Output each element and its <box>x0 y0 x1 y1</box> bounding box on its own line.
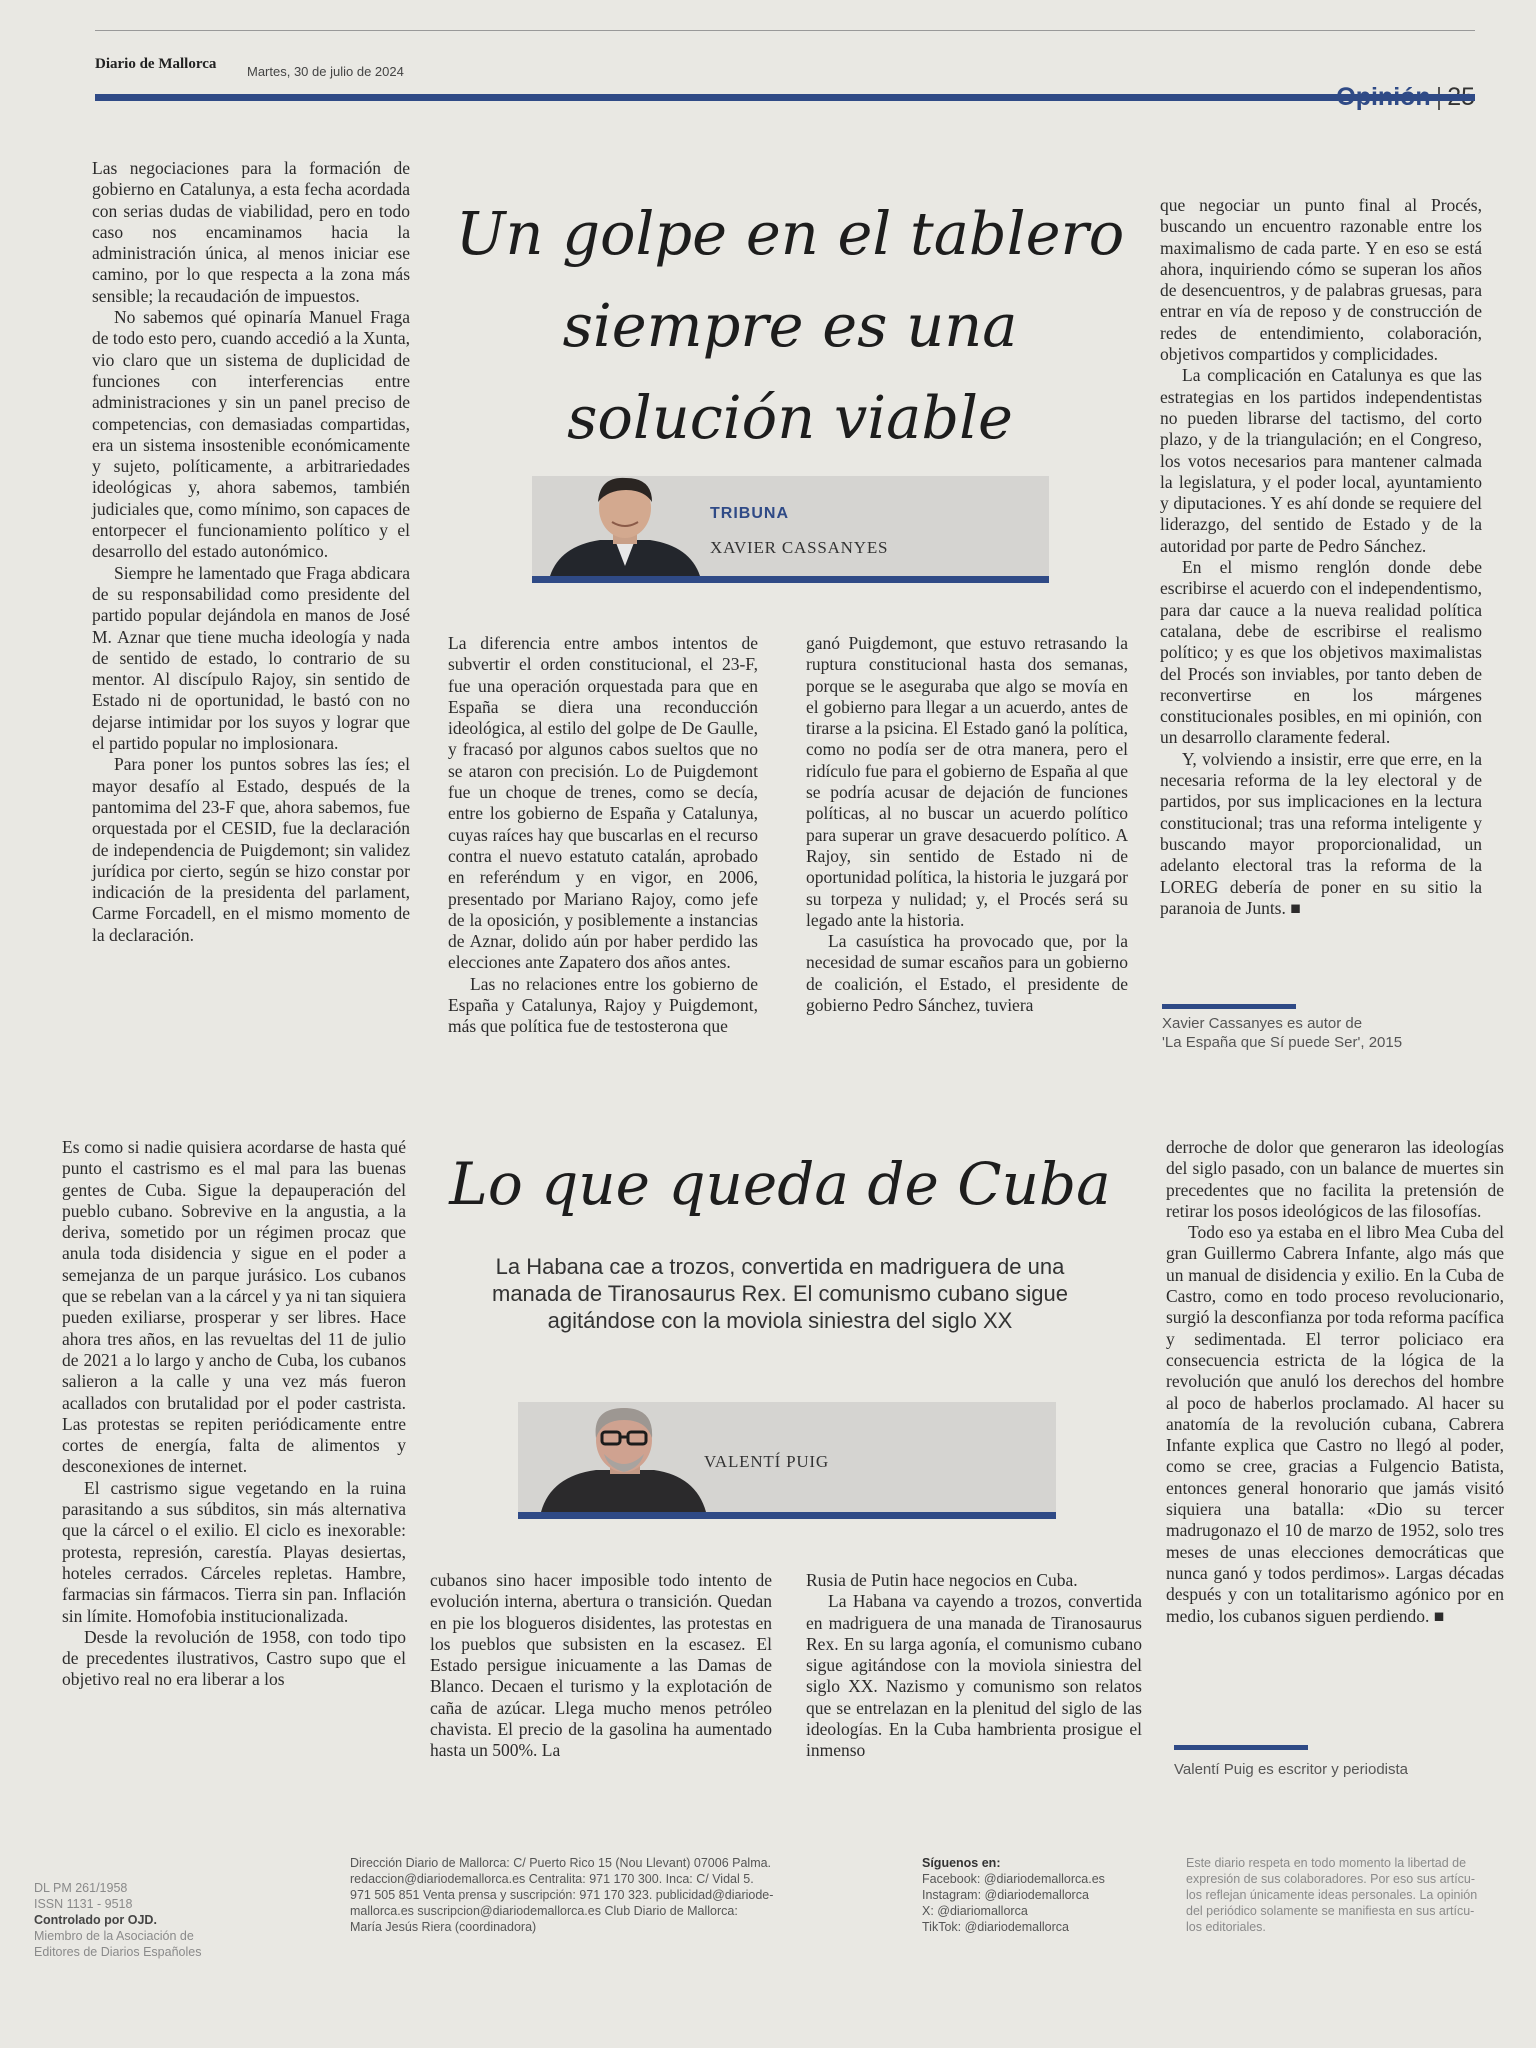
contact-line: mallorca.es suscripcion@diariodemallorca.es Club Diario de Mallorca: <box>350 1904 738 1918</box>
social-instagram: Instagram: @diariodemallorca <box>922 1888 1089 1902</box>
article-paragraph: derroche de dolor que generaron las ideologías del siglo pasado, con un balance de muertes sin precedentes que no facilita la pretensión de retirar los posos ideológicos de las filosofías. <box>1166 1137 1504 1221</box>
social-tiktok: TikTok: @diariodemallorca <box>922 1920 1069 1934</box>
logo-text: Diario de Mallorca <box>95 56 217 72</box>
article-paragraph: Desde la revolución de 1958, con todo tipo de precedentes ilustrativos, Castro supo que el objetivo real no era liberar a los <box>62 1626 406 1690</box>
footer-legal <box>34 1880 274 1960</box>
article-paragraph: En el mismo renglón donde debe escribirse el acuerdo con el independentismo, para dar cauce a la nueva realidad política catalana, debe de escribirse el realismo político; y es que los objetivos maximalistas del Procés son inviables, por tanto deben de reconvertirse en los márgenes constitucionales posibles, en mi opinión, con un desarrollo claramente federal. <box>1160 557 1482 748</box>
article2-subhead <box>430 1253 1130 1334</box>
legal-line: Editores de Diarios Españoles <box>34 1945 202 1959</box>
article2-column-far-right <box>1166 1137 1504 1627</box>
article1-byline <box>532 476 1049 576</box>
article-paragraph: La diferencia entre ambos intentos de subvertir el orden constitucional, el 23-F, fue una operación orquestada para que en España se diera una reconducción ideológica, al estilo del golpe de De Gaulle, y fracasó por algunos cabos sueltos que no se ataron con precisión. Lo de Puigdemont fue un choque de trenes, como se decía, entre los gobierno de España y Catalunya, cuyas raíces hay que buscarlas en el recurso contra el nuevo estatuto catalán, aprobado en referéndum y en vigor, en 2006, presentado por Mariano Rajoy, como jefe de la oposición, y posiblemente a instancias de Aznar, dolido aún por haber perdido las elecciones ante Zapatero dos años antes. <box>448 633 758 973</box>
article-paragraph: Todo eso ya estaba en el libro Mea Cuba del gran Guillermo Cabrera Infante, algo más que un manual de disidencia y exilio. En la Cuba de Castro, como en todo proceso revolucionario, surgió la desconfianza por toda reforma pacífica y sedimentada. El terror policiaco era consecuencia estricta de la lógica de la revolución que anuló los derechos del hombre al poco de haberlos proclamado. Al hacer su anatomía de la revolución cubana, Cabrera Infante explica que Castro no llegó al poder, como se cree, gracias a Fulgencio Batista, entonces general honorario que jamás visitó siquiera una batalla: «Dio su tercer madrugonazo el 10 de marzo de 1952, solo tres meses de unas elecciones democráticas que nunca ganó y todos perdimos». Largas décadas después y con un totalitarismo agónico por en medio, los cubanos siguen perdiendo. ■ <box>1166 1222 1504 1626</box>
article1-bio-rule <box>1162 1004 1296 1009</box>
headline-line: solución viable <box>567 383 1013 452</box>
article-paragraph: cubanos sino hacer imposible todo intento de evolución interna, abertura o transición. Quedan en pie los blogueros disidentes, las protestas en los pueblos que subsisten en la escasez. El Estado persigue inicuamente a las Damas de Blanco. Decaen el turismo y la explotación de caña de azúcar. Llega mucho menos petróleo chavista. El precio de la gasolina ha aumentado hasta un 500%. La <box>430 1570 772 1761</box>
disclaimer-line: Este diario respeta en todo momento la libertad de <box>1186 1856 1467 1870</box>
article2-column-left <box>62 1137 406 1691</box>
subhead-line: La Habana cae a trozos, convertida en madriguera de una <box>495 1254 1065 1279</box>
legal-line: Controlado por OJD. <box>34 1913 157 1927</box>
author-photo <box>540 476 710 576</box>
legal-line: ISSN 1131 - 9518 <box>34 1897 133 1911</box>
article-paragraph: No sabemos qué opinaría Manuel Fraga de todo esto pero, cuando accedió a la Xunta, vio claro que un sistema de duplicidad de funciones con interferencias entre administraciones y sin un panel preciso de competencias, con demasiadas compartidas, era un sistema insostenible económicamente y sujeto, políticamente, a arbitrariedades ideológicas y, ahora sabemos, también judiciales que, como mínimo, son capaces de entorpecer el funcionamiento político y el desarrollo del estado autonómico. <box>92 307 410 562</box>
article1-kicker: TRIBUNA <box>710 505 789 522</box>
header-blue-rule <box>95 94 1475 101</box>
disclaimer-line: los editoriales. <box>1186 1920 1266 1934</box>
disclaimer-line: del periódico solamente se manifiesta en sus artícu- <box>1186 1904 1475 1918</box>
disclaimer-line: expresión de sus colaboradores. Por eso sus artícu- <box>1186 1872 1476 1886</box>
article2-column-middle <box>430 1570 772 1762</box>
article-paragraph: La complicación en Catalunya es que las estrategias en los partidos independentistas no pueden librarse del tactismo, del corto plazo, y de la triangulación; en el Congreso, los votos necesarios para mantener calmada la legislatura, y el poder local, ayuntamiento y diputaciones. Y es ahí donde se requiere del liderazgo, del sentido de Estado y de la autoridad por parte de Pedro Sánchez. <box>1160 365 1482 556</box>
article1-author-bio <box>1162 1014 1482 1052</box>
contact-line: redaccion@diariodemallorca.es Centralita: 971 170 300. Inca: C/ Vidal 5. <box>350 1872 754 1886</box>
subhead-line: agitándose con la moviola siniestra del siglo XX <box>547 1308 1013 1333</box>
article-paragraph: El castrismo sigue vegetando en la ruina parasitando a sus súbditos, sin más alternativa que la cárcel o el exilio. El ciclo es inexorable: protesta, represión, carestía. Playas desiertas, hoteles cerrados. Cárceles repletas. Hambre, farmacias sin fármacos. Tierra sin pan. Inflación sin límite. Homofobia institucionalizada. <box>62 1477 406 1626</box>
byline-rule <box>518 1512 1056 1519</box>
article-paragraph: La casuística ha provocado que, por la necesidad de sumar escaños para un gobierno de coalición, el Estado, el presidente de gobierno Pedro Sánchez, tuviera <box>806 931 1128 1016</box>
article-paragraph: Siempre he lamentado que Fraga abdicara de su responsabilidad como presidente del partido popular dejándola en manos de José M. Aznar que tiene mucha ideología y nada de sentido de estado, lo contrario de su mentor. Al discípulo Rajoy, sin sentido de Estado ni de oportunidad, le bastó con no dejarse intimidar por los suyos y lograr que el partido popular no implosionara. <box>92 562 410 754</box>
social-x: X: @diariomallorca <box>922 1904 1028 1918</box>
subhead-line: manada de Tiranosaurus Rex. El comunismo cubano sigue <box>492 1281 1068 1306</box>
legal-line: DL PM 261/1958 <box>34 1881 128 1895</box>
footer-disclaimer <box>1186 1855 1516 1935</box>
legal-line: Miembro de la Asociación de <box>34 1929 194 1943</box>
newspaper-logo <box>95 56 216 73</box>
contact-line: María Jesús Riera (coordinadora) <box>350 1920 537 1934</box>
article-paragraph: Y, volviendo a insistir, erre que erre, en la necesaria reforma de la ley electoral y de partidos, por sus implicaciones en la lectura constitucional; tras una reforma inteligente y buscando mayor proporcionalidad, un adelanto electoral tras la reforma de la LOREG debería de poner en su sitio la paranoia de Junts. ■ <box>1160 748 1482 918</box>
bio-line: 'La España que Sí puede Ser', 2015 <box>1162 1034 1403 1051</box>
article2-author: VALENTÍ PUIG <box>704 1452 829 1471</box>
bio-line: Xavier Cassanyes es autor de <box>1162 1015 1363 1032</box>
social-facebook: Facebook: @diariodemallorca.es <box>922 1872 1105 1886</box>
article-paragraph: ganó Puigdemont, que estuvo retrasando la ruptura constitucional hasta dos semanas, porque se le aseguraba que algo se movía en el gobierno para llegar a un acuerdo, antes de tirarse a la psicina. El Estado ganó la política, como no podía ser de otra manera, pero el ridículo fue para el gobierno de España al que se podría acusar de dejación de funciones políticas, al no buscar un acuerdo político para superar un grave desacuerdo político. A Rajoy, sin sentido de Estado ni de oportunidad política, la historia le juzgará por su torpeza y nulidad; y, el Procés será su legado ante la historia. <box>806 633 1128 930</box>
social-title: Síguenos en: <box>922 1856 1001 1870</box>
article2-headline: Lo que queda de Cuba <box>449 1150 1111 1218</box>
article1-headline <box>440 188 1140 464</box>
contact-line: Dirección Diario de Mallorca: C/ Puerto Rico 15 (Nou Llevant) 07006 Palma. <box>350 1856 772 1870</box>
article1-column-far-right <box>1160 195 1482 919</box>
article1-column-middle <box>448 633 758 1038</box>
article2-author-bio: Valentí Puig es escritor y periodista <box>1174 1761 1409 1778</box>
article1-author: XAVIER CASSANYES <box>710 538 889 557</box>
article1-column-left <box>92 158 410 946</box>
article2-bio-rule <box>1174 1745 1308 1750</box>
article-paragraph: Es como si nadie quisiera acordarse de hasta qué punto el castrismo es el mal para las buenas gentes de Cuba. Sigue la depauperación del pueblo cubano. Sobrevive en la angustia, a la deriva, sometido por un régimen procaz que anula toda disidencia y sigue en el poder a semejanza de un parque jurásico. Los cubanos que se rebelan van a la cárcel y ya ni tan siquiera pueden exiliarse, prosperar y ser libres. Hace ahora tres años, en las revueltas del 11 de julio de 2021 a lo largo y ancho de Cuba, los cubanos salieron a la calle y una vez más fueron acallados con brutalidad por el poder castrista. Las protestas se repiten periódicamente entre cortes de energía, falta de alimentos y desconexiones de internet. <box>62 1137 406 1477</box>
footer-social <box>922 1855 1162 1935</box>
issue-date: Martes, 30 de julio de 2024 <box>247 64 404 79</box>
footer-contact <box>350 1855 825 1935</box>
article2-byline <box>518 1402 1056 1512</box>
article-paragraph: Para poner los puntos sobres las íes; el mayor desafío al Estado, después de la pantomima del 23-F que, ahora sabemos, fue orquestada por el CESID, fue la declaración de independencia de Puigdemont; sin validez jurídica por cierto, según se hizo constar por indicación de la presidenta del parlament, Carme Forcadell, en el mismo momento de la declaración. <box>92 754 410 945</box>
article2-column-right <box>806 1570 1142 1762</box>
article1-column-right <box>806 633 1128 1016</box>
article-paragraph: La Habana va cayendo a trozos, convertida en madriguera de una manada de Tiranosaurus Rex. En su larga agonía, el comunismo cubano sigue agitándose con la moviola siniestra del siglo XX. Nazismo y comunismo son relatos que se entrelazan en la plenitud del siglo de las ideologías. En la Cuba hambrienta prosigue el inmenso <box>806 1591 1142 1761</box>
article-paragraph: que negociar un punto final al Procés, buscando un encuentro razonable entre los maximalismo de cada parte. Y en eso se está ahora, inquiriendo cómo se superan los años de desencuentros, y de palabras gruesas, para entrar en vía de reposo y de construcción de redes de entendimiento, colaboración, objetivos compartidos y complicidades. <box>1160 195 1482 365</box>
headline-line: siempre es una <box>562 291 1018 360</box>
headline-line: Un golpe en el tablero <box>455 199 1125 268</box>
contact-line: 971 505 851 Venta prensa y suscripción: 971 170 323. publicidad@diariode- <box>350 1888 774 1902</box>
header-top-rule <box>95 30 1475 31</box>
byline-rule <box>532 576 1049 583</box>
article-paragraph: Rusia de Putin hace negocios en Cuba. <box>806 1570 1078 1590</box>
author-photo <box>536 1402 711 1512</box>
disclaimer-line: los reflejan únicamente ideas personales. La opinión <box>1186 1888 1478 1902</box>
article-paragraph: Las no relaciones entre los gobierno de España y Catalunya, Rajoy y Puigdemont, más que política fue de testosterona que <box>448 973 758 1037</box>
article-paragraph: Las negociaciones para la formación de gobierno en Catalunya, a esta fecha acordada con serias dudas de viabilidad, pero en todo caso nos encaminamos hacia la administración única, al menos iniciar ese camino, por lo que respecta a la zona más sensible; la recaudación de impuestos. <box>92 158 410 306</box>
